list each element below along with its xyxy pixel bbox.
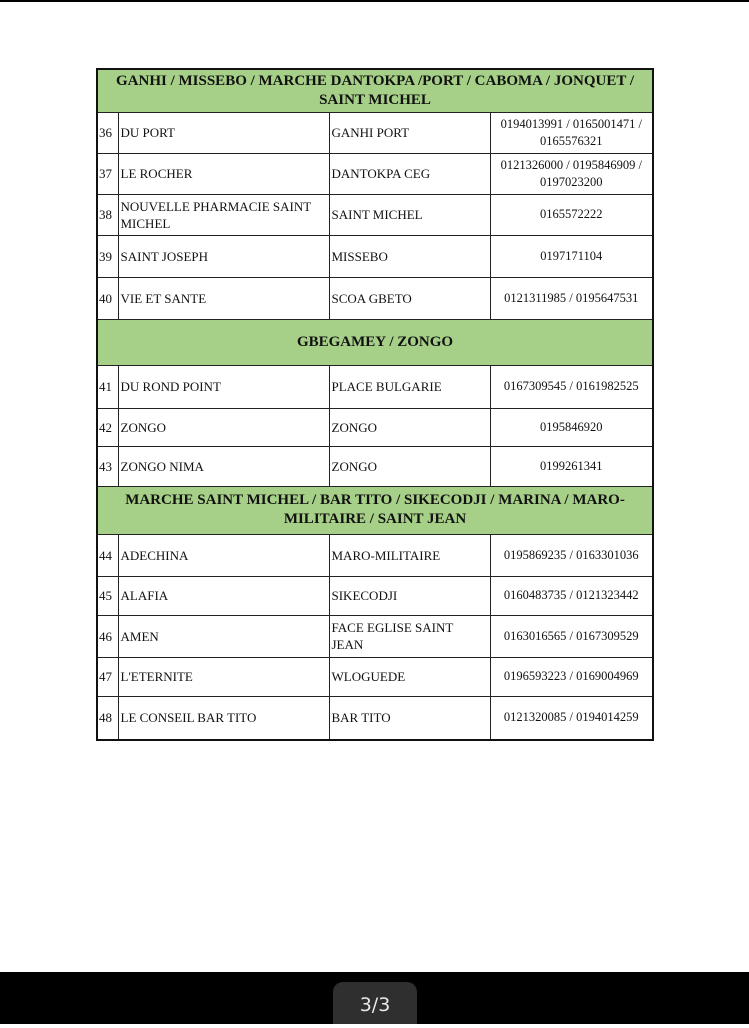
table-row bbox=[97, 534, 653, 576]
row-number: 42 bbox=[97, 408, 118, 446]
pharmacy-location: MARO-MILITAIRE bbox=[329, 534, 490, 576]
row-number: 48 bbox=[97, 696, 118, 740]
pharmacy-name: SAINT JOSEPH bbox=[118, 235, 329, 277]
pharmacy-location: GANHI PORT bbox=[329, 112, 490, 153]
pharmacy-name: ZONGO NIMA bbox=[118, 446, 329, 486]
pharmacy-location: ZONGO bbox=[329, 408, 490, 446]
pharmacy-phone: 0167309545 / 0161982525 bbox=[490, 365, 653, 408]
pharmacy-phone: 0195869235 / 0163301036 bbox=[490, 534, 653, 576]
section-header-row bbox=[97, 69, 653, 112]
pharmacy-phone: 0197171104 bbox=[490, 235, 653, 277]
pharmacy-phone: 0121326000 / 0195846909 / 0197023200 bbox=[490, 153, 653, 194]
table-row bbox=[97, 446, 653, 486]
pharmacy-phone: 0199261341 bbox=[490, 446, 653, 486]
pharmacy-location: DANTOKPA CEG bbox=[329, 153, 490, 194]
page-indicator[interactable]: 3/3 bbox=[333, 982, 417, 1024]
section-header-row bbox=[97, 486, 653, 534]
row-number: 44 bbox=[97, 534, 118, 576]
row-number: 39 bbox=[97, 235, 118, 277]
pharmacy-phone: 0194013991 / 0165001471 / 0165576321 bbox=[490, 112, 653, 153]
pharmacy-table bbox=[96, 68, 654, 741]
row-number: 47 bbox=[97, 657, 118, 696]
pharmacy-location: BAR TITO bbox=[329, 696, 490, 740]
pharmacy-phone: 0121320085 / 0194014259 bbox=[490, 696, 653, 740]
row-number: 40 bbox=[97, 277, 118, 319]
section-title: GBEGAMEY / ZONGO bbox=[97, 319, 653, 365]
pharmacy-location: WLOGUEDE bbox=[329, 657, 490, 696]
table-row bbox=[97, 112, 653, 153]
pharmacy-location: SAINT MICHEL bbox=[329, 194, 490, 235]
table-row bbox=[97, 696, 653, 740]
row-number: 37 bbox=[97, 153, 118, 194]
pharmacy-phone: 0160483735 / 0121323442 bbox=[490, 576, 653, 615]
pharmacy-name: LE ROCHER bbox=[118, 153, 329, 194]
pharmacy-location: ZONGO bbox=[329, 446, 490, 486]
pharmacy-name: ADECHINA bbox=[118, 534, 329, 576]
table-row bbox=[97, 235, 653, 277]
pharmacy-name: LE CONSEIL BAR TITO bbox=[118, 696, 329, 740]
pharmacy-location: FACE EGLISE SAINT JEAN bbox=[329, 615, 490, 657]
pharmacy-name: VIE ET SANTE bbox=[118, 277, 329, 319]
table-row bbox=[97, 657, 653, 696]
top-border-line bbox=[0, 0, 749, 2]
section-title: MARCHE SAINT MICHEL / BAR TITO / SIKECODJI / MARINA / MARO-MILITAIRE / SAINT JEAN bbox=[97, 486, 653, 534]
pharmacy-name: ZONGO bbox=[118, 408, 329, 446]
table-row bbox=[97, 365, 653, 408]
table-row bbox=[97, 576, 653, 615]
row-number: 43 bbox=[97, 446, 118, 486]
pharmacy-location: PLACE BULGARIE bbox=[329, 365, 490, 408]
table-row bbox=[97, 277, 653, 319]
pharmacy-phone: 0196593223 / 0169004969 bbox=[490, 657, 653, 696]
pharmacy-location: SIKECODJI bbox=[329, 576, 490, 615]
section-title: GANHI / MISSEBO / MARCHE DANTOKPA /PORT / CABOMA / JONQUET / SAINT MICHEL bbox=[97, 69, 653, 112]
pharmacy-name: AMEN bbox=[118, 615, 329, 657]
pharmacy-location: SCOA GBETO bbox=[329, 277, 490, 319]
table-row bbox=[97, 615, 653, 657]
row-number: 45 bbox=[97, 576, 118, 615]
pharmacy-name: L'ETERNITE bbox=[118, 657, 329, 696]
table-row bbox=[97, 408, 653, 446]
table-row bbox=[97, 194, 653, 235]
pharmacy-phone: 0121311985 / 0195647531 bbox=[490, 277, 653, 319]
row-number: 46 bbox=[97, 615, 118, 657]
pharmacy-name: ALAFIA bbox=[118, 576, 329, 615]
pharmacy-location: MISSEBO bbox=[329, 235, 490, 277]
section-header-row bbox=[97, 319, 653, 365]
row-number: 38 bbox=[97, 194, 118, 235]
row-number: 36 bbox=[97, 112, 118, 153]
table-row bbox=[97, 153, 653, 194]
pharmacy-phone: 0165572222 bbox=[490, 194, 653, 235]
pharmacy-name: DU ROND POINT bbox=[118, 365, 329, 408]
pharmacy-name: DU PORT bbox=[118, 112, 329, 153]
pharmacy-phone: 0195846920 bbox=[490, 408, 653, 446]
row-number: 41 bbox=[97, 365, 118, 408]
pharmacy-phone: 0163016565 / 0167309529 bbox=[490, 615, 653, 657]
pharmacy-name: NOUVELLE PHARMACIE SAINT MICHEL bbox=[118, 194, 329, 235]
